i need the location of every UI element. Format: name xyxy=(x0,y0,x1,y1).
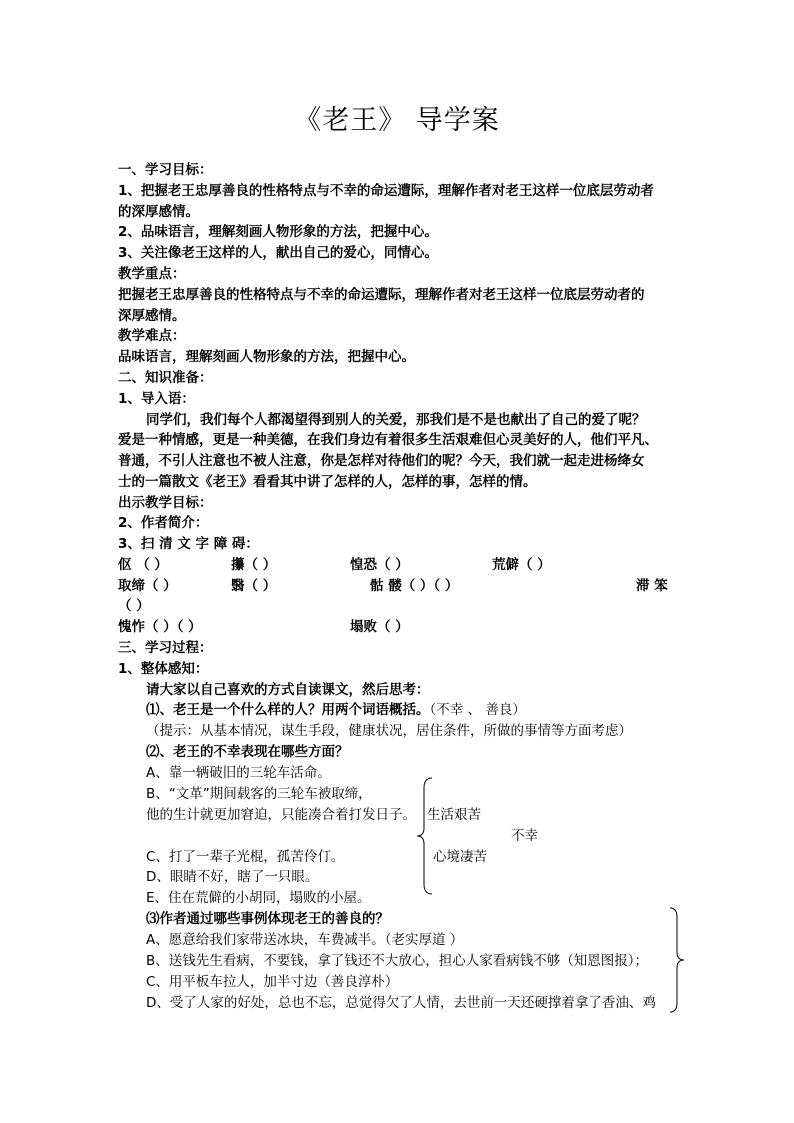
section-heading-process: 三、学习过程： xyxy=(118,640,213,656)
vocab-item: 滞 笨 xyxy=(636,578,668,594)
heading-difficulty: 教学难点： xyxy=(118,328,186,344)
label-bitter-mood: 心境凄苦 xyxy=(433,849,487,865)
key-point-text: 把握老王忠厚善良的性格特点与不幸的命运遭际，理解作者对老王这样一位底层劳动者的 xyxy=(118,287,645,303)
reading-instruction: 请大家以自己喜欢的方式自读课文，然后思考： xyxy=(146,682,430,698)
kindness-d: D、受了人家的好处，总也不忘，总觉得欠了人情，去世前一天还硬撑着拿了香油、鸡 xyxy=(146,995,656,1011)
vocab-item: 攥（ ） xyxy=(231,557,277,573)
misfortune-c: C、打了一辈子光棍，孤苦伶仃。 xyxy=(146,849,345,865)
section-heading-objectives: 一、学习目标： xyxy=(118,162,213,178)
question-2: ⑵、老王的不幸表现在哪些方面？ xyxy=(146,744,349,760)
misfortune-d: D、眼睛不好，瞎了一只眼。 xyxy=(146,869,319,885)
section-heading-knowledge: 二、知识准备： xyxy=(118,370,213,386)
objective-1-cont: 的深厚感情。 xyxy=(118,204,199,220)
misfortune-a: A、靠一辆破旧的三轮车活命。 xyxy=(146,765,331,781)
objective-1: 1、把握老王忠厚善良的性格特点与不幸的命运遭际，理解作者对老王这样一位底层劳动者 xyxy=(118,183,654,199)
vocabulary-heading: 3、扫 清 文 字 障 碍： xyxy=(118,536,259,552)
kindness-brace xyxy=(668,906,688,1014)
vocab-item: 惶恐（ ） xyxy=(350,557,409,573)
vocab-item: 荒僻（ ） xyxy=(492,557,551,573)
vocab-item: 伛 （ ） xyxy=(118,557,168,573)
kindness-b: B、送钱先生看病，不要钱，拿了钱还不大放心，担心人家看病钱不够（知恩图报）； xyxy=(146,953,649,969)
difficulty-text: 品味语言，理解刻画人物形象的方法，把握中心。 xyxy=(118,349,415,365)
vocab-item: 骷 髅（ ）（ ） xyxy=(370,578,459,594)
vocab-item: 翳（ ） xyxy=(231,578,277,594)
question-1-answer: （不幸 、 善良） xyxy=(429,702,526,718)
misfortune-b: B、“文革”期间载客的三轮车被取缔， xyxy=(146,786,372,802)
objective-3: 3、关注像老王这样的人，献出自己的爱心，同情心。 xyxy=(118,245,438,261)
misfortune-brace xyxy=(414,776,436,896)
label-hard-life: 生活艰苦 xyxy=(427,807,481,823)
question-1-hint: （提示：从基本情况，谋生手段，健康状况，居住条件，所做的事情等方面考虑） xyxy=(146,723,632,739)
kindness-c: C、用平板车拉人，加半寸边（善良淳朴） xyxy=(146,974,399,990)
show-objectives: 出示教学目标： xyxy=(118,495,213,511)
misfortune-e: E、住在荒僻的小胡同，塌败的小屋。 xyxy=(146,890,371,906)
kindness-a: A、愿意给我们家带送冰块，车费减半。（老实厚道 ） xyxy=(146,932,464,948)
key-point-text-cont: 深厚感情。 xyxy=(118,308,186,324)
intro-heading: 1、导入语： xyxy=(118,391,195,407)
author-intro-heading: 2、作者简介： xyxy=(118,515,209,531)
intro-paragraph-line-1: 同学们，我们每个人都渴望得到别人的关爱，那我们是不是也献出了自己的爱了呢？ xyxy=(146,412,646,428)
page-title: 《老王》 导学案 xyxy=(294,105,500,136)
intro-paragraph-line-3: 普通，不引人注意也不被人注意，你是怎样对待他们的呢？今天，我们就一起走进杨绛女 xyxy=(118,453,645,469)
question-1 xyxy=(146,702,526,718)
vocab-item: （ ） xyxy=(118,598,150,614)
objective-2: 2、品味语言，理解刻画人物形象的方法，把握中心。 xyxy=(118,224,438,240)
overall-perception-heading: 1、整体感知： xyxy=(118,661,209,677)
heading-key-point: 教学重点： xyxy=(118,266,186,282)
vocab-item: 取缔（ ） xyxy=(118,578,177,594)
vocab-item: 愧怍（ ）（ ） xyxy=(118,619,202,635)
intro-paragraph-line-4: 士的一篇散文《老王》看看其中讲了怎样的人，怎样的事，怎样的情。 xyxy=(118,474,537,490)
intro-paragraph-line-2: 爱是一种情感，更是一种美德，在我们身边有着很多生活艰难但心灵美好的人，他们平凡、 xyxy=(118,432,658,448)
misfortune-b-cont: 他的生计就更加窘迫，只能凑合着打发日子。 xyxy=(146,807,416,823)
question-1-text: ⑴、老王是一个什么样的人？用两个词语概括。 xyxy=(146,702,430,718)
vocab-item: 塌败（ ） xyxy=(350,619,409,635)
question-3: ⑶作者通过哪些事例体现老王的善良的？ xyxy=(146,911,389,927)
label-misfortune: 不幸 xyxy=(511,828,538,844)
